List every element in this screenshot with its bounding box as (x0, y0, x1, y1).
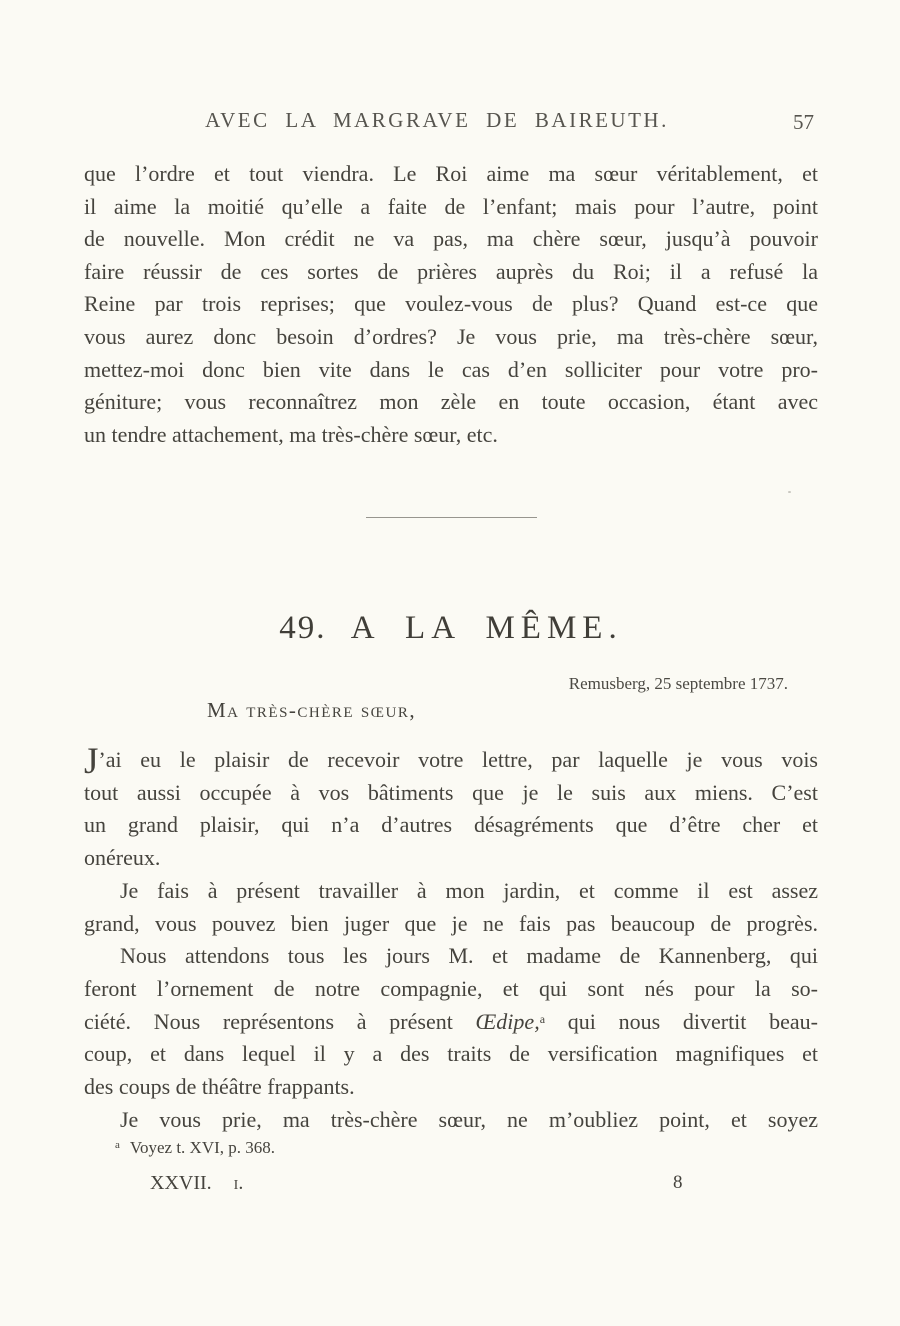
section-divider-rule (366, 517, 537, 518)
letter-number: 49. (279, 610, 327, 646)
text-line: des coups de théâtre frappants. (84, 1074, 355, 1100)
text-line: il aime la moitié qu’elle a faite de l’enfant; mais pour l’autre, point (84, 193, 818, 219)
text-line: J’ai eu le plaisir de recevoir votre lettre, par laquelle je vous vois (84, 741, 818, 782)
text-line: Je vous prie, ma très-chère sœur, ne m’oubliez point, et soyez (120, 1106, 818, 1132)
letter-title: A LA MÊME. (350, 610, 623, 646)
footnote-marker: a (115, 1139, 120, 1151)
part-signature: i. (233, 1172, 244, 1194)
text-line: coup, et dans lequel il y a des traits de versification magnifiques et (84, 1041, 818, 1067)
letter-48-continuation (84, 158, 818, 451)
text-line: un grand plaisir, qui n’a d’autres désagréments que d’être cher et (84, 812, 818, 838)
letter-heading (84, 610, 818, 647)
initial-letter: J (84, 741, 99, 782)
text-line: feront l’ornement de notre compagnie, et qui sont nés pour la so- (84, 975, 818, 1001)
text-line: un tendre attachement, ma très-chère sœur, etc. (84, 421, 498, 447)
text-line: Nous attendons tous les jours M. et madame de Kannenberg, qui (120, 943, 818, 969)
text-line: Reine par trois reprises; que voulez-vous de plus? Quand est-ce que (84, 291, 818, 317)
dateline: Remusberg, 25 septembre 1737. (568, 674, 788, 693)
scan-speck (788, 491, 791, 493)
text-line: tout aussi occupée à vos bâtiments que je le suis aux miens. C’est (84, 779, 818, 805)
letter-49-body (84, 741, 818, 1136)
footnote (115, 1138, 275, 1158)
page-number: 57 (793, 110, 814, 134)
text-line: vous aurez donc besoin d’ordres? Je vous prie, ma très-chère sœur, (84, 323, 818, 349)
footnote-ref: a (539, 1011, 546, 1026)
text-line: ciété. Nous représentons à présent Œdipe,$^a$ qui nous divertit beau- (84, 1008, 818, 1034)
volume-signature: XXVII. (150, 1172, 212, 1194)
text-line: faire réussir de ces sortes de prières auprès du Roi; il a refusé la (84, 258, 818, 284)
footnote-text: Voyez t. XVI, p. 368. (129, 1138, 276, 1157)
text-line: Je fais à présent travailler à mon jardin, et comme il est assez (120, 877, 818, 903)
text-line: grand, vous pouvez bien juger que je ne fais pas beaucoup de progrès. (84, 910, 818, 936)
text-line: mettez-moi donc bien vite dans le cas d’en solliciter pour votre pro- (84, 356, 818, 382)
text-line: géniture; vous reconnaîtrez mon zèle en toute occasion, étant avec (84, 389, 818, 415)
italic-text: Œdipe, (475, 1008, 540, 1034)
sheet-signature: 8 (673, 1172, 683, 1193)
salutation: Ma très-chère sœur, (207, 698, 417, 722)
text-line: de nouvelle. Mon crédit ne va pas, ma chère sœur, jusqu’à pouvoir (84, 226, 818, 252)
text-line: que l’ordre et tout viendra. Le Roi aime ma sœur véritablement, et (84, 161, 818, 186)
text-line: onéreux. (84, 845, 161, 871)
running-head: AVEC LA MARGRAVE DE BAIREUTH. (205, 108, 669, 132)
page-footer (84, 1172, 818, 1195)
